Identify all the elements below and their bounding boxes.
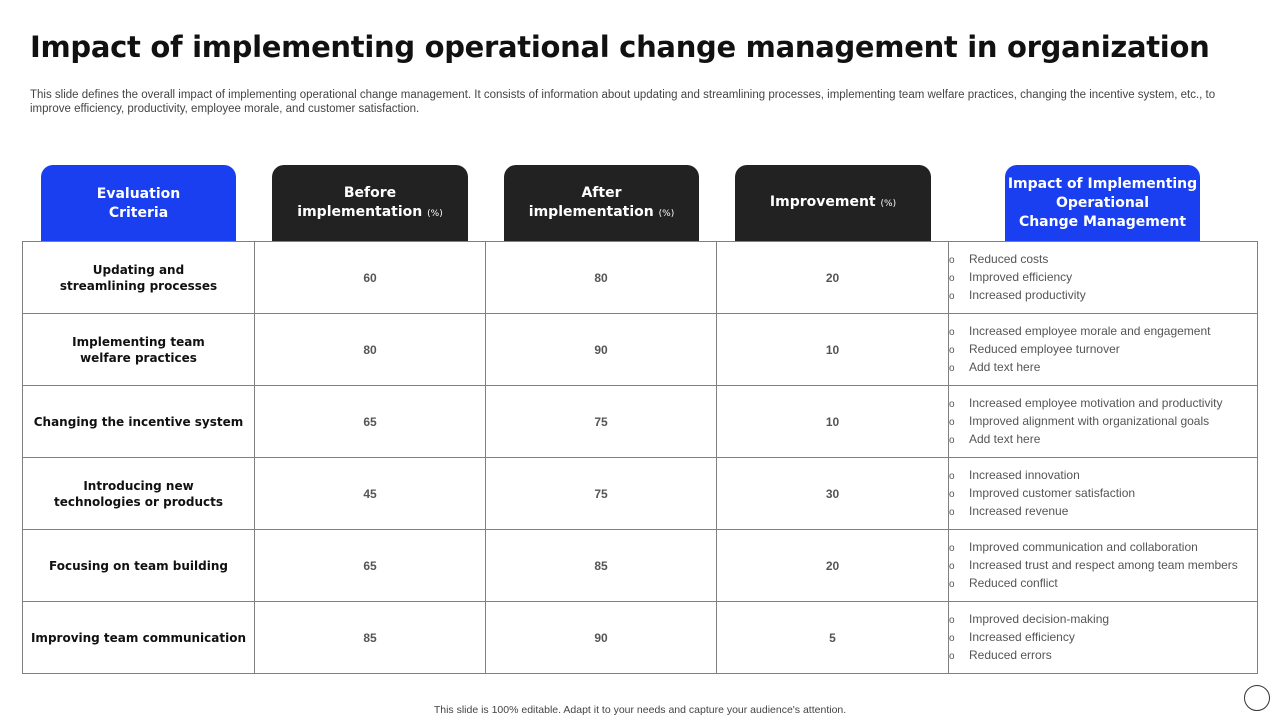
improvement-value: 10	[717, 386, 949, 458]
bullet-circle-icon: o	[949, 578, 955, 590]
impact-item	[949, 647, 1257, 665]
impact-item-text: Increased employee motivation and productivity	[969, 395, 1223, 410]
impact-cell	[949, 314, 1258, 386]
impact-item-text: Reduced conflict	[969, 575, 1058, 590]
table-row	[23, 242, 1258, 314]
criteria-cell: Focusing on team building	[23, 530, 255, 602]
improvement-value: 10	[717, 314, 949, 386]
impact-item	[949, 323, 1257, 341]
table-row	[23, 458, 1258, 530]
bullet-circle-icon: o	[949, 362, 955, 374]
impact-item-text: Reduced employee turnover	[969, 341, 1120, 356]
impact-item-text: Increased efficiency	[969, 629, 1075, 644]
table-row	[23, 602, 1258, 674]
bullet-circle-icon: o	[949, 632, 955, 644]
impact-item-text: Reduced costs	[969, 251, 1049, 266]
impact-item-text: Improved efficiency	[969, 269, 1073, 284]
bullet-circle-icon: o	[949, 326, 955, 338]
before-value: 80	[255, 314, 486, 386]
impact-item	[949, 557, 1257, 575]
impact-item	[949, 503, 1257, 521]
bullet-circle-icon: o	[949, 488, 955, 500]
impact-item	[949, 485, 1257, 503]
header-evaluation-criteria	[41, 165, 236, 242]
after-value: 75	[486, 458, 717, 530]
impact-cell	[949, 458, 1258, 530]
impact-cell	[949, 242, 1258, 314]
before-value: 65	[255, 530, 486, 602]
impact-item	[949, 611, 1257, 629]
header-impact-label: Impact of Implementing Operational Change Management	[1007, 176, 1198, 230]
bullet-circle-icon: o	[949, 542, 955, 554]
impact-item	[949, 575, 1257, 593]
header-after-implementation	[504, 165, 699, 242]
bullet-circle-icon: o	[949, 344, 955, 356]
circle-icon	[1244, 685, 1270, 711]
criteria-cell: Improving team communication	[23, 602, 255, 674]
bullet-circle-icon: o	[949, 434, 955, 446]
impact-item	[949, 431, 1257, 449]
after-value: 75	[486, 386, 717, 458]
header-before-implementation	[272, 165, 468, 242]
before-value: 45	[255, 458, 486, 530]
after-value: 90	[486, 314, 717, 386]
criteria-cell: Introducing new technologies or products	[23, 458, 255, 530]
bullet-circle-icon: o	[949, 650, 955, 662]
footer-note: This slide is 100% editable. Adapt it to your needs and capture your audience's attention.	[433, 704, 847, 716]
bullet-circle-icon: o	[949, 290, 955, 302]
impact-item-text: Add text here	[969, 359, 1041, 374]
impact-item	[949, 629, 1257, 647]
improvement-value: 30	[717, 458, 949, 530]
impact-item-text: Reduced errors	[969, 647, 1052, 662]
bullet-circle-icon: o	[949, 254, 955, 266]
before-value: 85	[255, 602, 486, 674]
bullet-circle-icon: o	[949, 506, 955, 518]
before-value: 65	[255, 386, 486, 458]
improvement-value: 5	[717, 602, 949, 674]
impact-item-text: Add text here	[969, 431, 1041, 446]
impact-cell	[949, 386, 1258, 458]
header-before-label: Before implementation	[297, 184, 423, 220]
impact-item-text: Increased revenue	[969, 503, 1069, 518]
impact-cell	[949, 602, 1258, 674]
header-evaluation-criteria-label: Evaluation Criteria	[96, 185, 181, 221]
impact-item-text: Improved communication and collaboration	[969, 539, 1198, 554]
page-subtitle: This slide defines the overall impact of implementing operational change management. It consists of information about updating and streamlining processes, implementing team welfare practices, changing the incentive system, etc., to improve efficiency, productivity, employee morale, and customer satisfaction.	[30, 89, 1216, 115]
criteria-cell: Updating and streamlining processes	[23, 242, 255, 314]
bullet-circle-icon: o	[949, 398, 955, 410]
impact-item	[949, 413, 1257, 431]
impact-item	[949, 269, 1257, 287]
impact-item	[949, 359, 1257, 377]
impact-cell	[949, 530, 1258, 602]
table-row	[23, 386, 1258, 458]
impact-item	[949, 539, 1257, 557]
impact-item	[949, 341, 1257, 359]
impact-item	[949, 251, 1257, 269]
improvement-value: 20	[717, 242, 949, 314]
header-impact	[1005, 165, 1200, 242]
table-row	[23, 314, 1258, 386]
impact-item	[949, 287, 1257, 305]
evaluation-table	[22, 241, 1258, 674]
bullet-circle-icon: o	[949, 416, 955, 428]
criteria-cell: Changing the incentive system	[23, 386, 255, 458]
impact-item	[949, 395, 1257, 413]
header-improvement-pct: (%)	[880, 199, 897, 209]
improvement-value: 20	[717, 530, 949, 602]
before-value: 60	[255, 242, 486, 314]
impact-item-text: Increased productivity	[969, 287, 1086, 302]
table-row	[23, 530, 1258, 602]
after-value: 90	[486, 602, 717, 674]
header-improvement	[735, 165, 931, 242]
bullet-circle-icon: o	[949, 470, 955, 482]
header-improvement-label: Improvement	[769, 194, 876, 210]
impact-item-text: Increased employee morale and engagement	[969, 323, 1211, 338]
impact-item	[949, 467, 1257, 485]
header-after-label: After implementation	[528, 184, 654, 220]
impact-item-text: Increased trust and respect among team members	[969, 557, 1238, 572]
criteria-cell: Implementing team welfare practices	[23, 314, 255, 386]
bullet-circle-icon: o	[949, 560, 955, 572]
impact-item-text: Increased innovation	[969, 467, 1080, 482]
after-value: 80	[486, 242, 717, 314]
bullet-circle-icon: o	[949, 272, 955, 284]
impact-item-text: Improved alignment with organizational goals	[969, 413, 1210, 428]
impact-item-text: Improved decision-making	[969, 611, 1110, 626]
header-after-pct: (%)	[658, 208, 675, 219]
bullet-circle-icon: o	[949, 614, 955, 626]
header-before-pct: (%)	[427, 208, 443, 219]
page-title: Impact of implementing operational change management in organization	[30, 30, 1210, 64]
impact-item-text: Improved customer satisfaction	[969, 485, 1136, 500]
after-value: 85	[486, 530, 717, 602]
